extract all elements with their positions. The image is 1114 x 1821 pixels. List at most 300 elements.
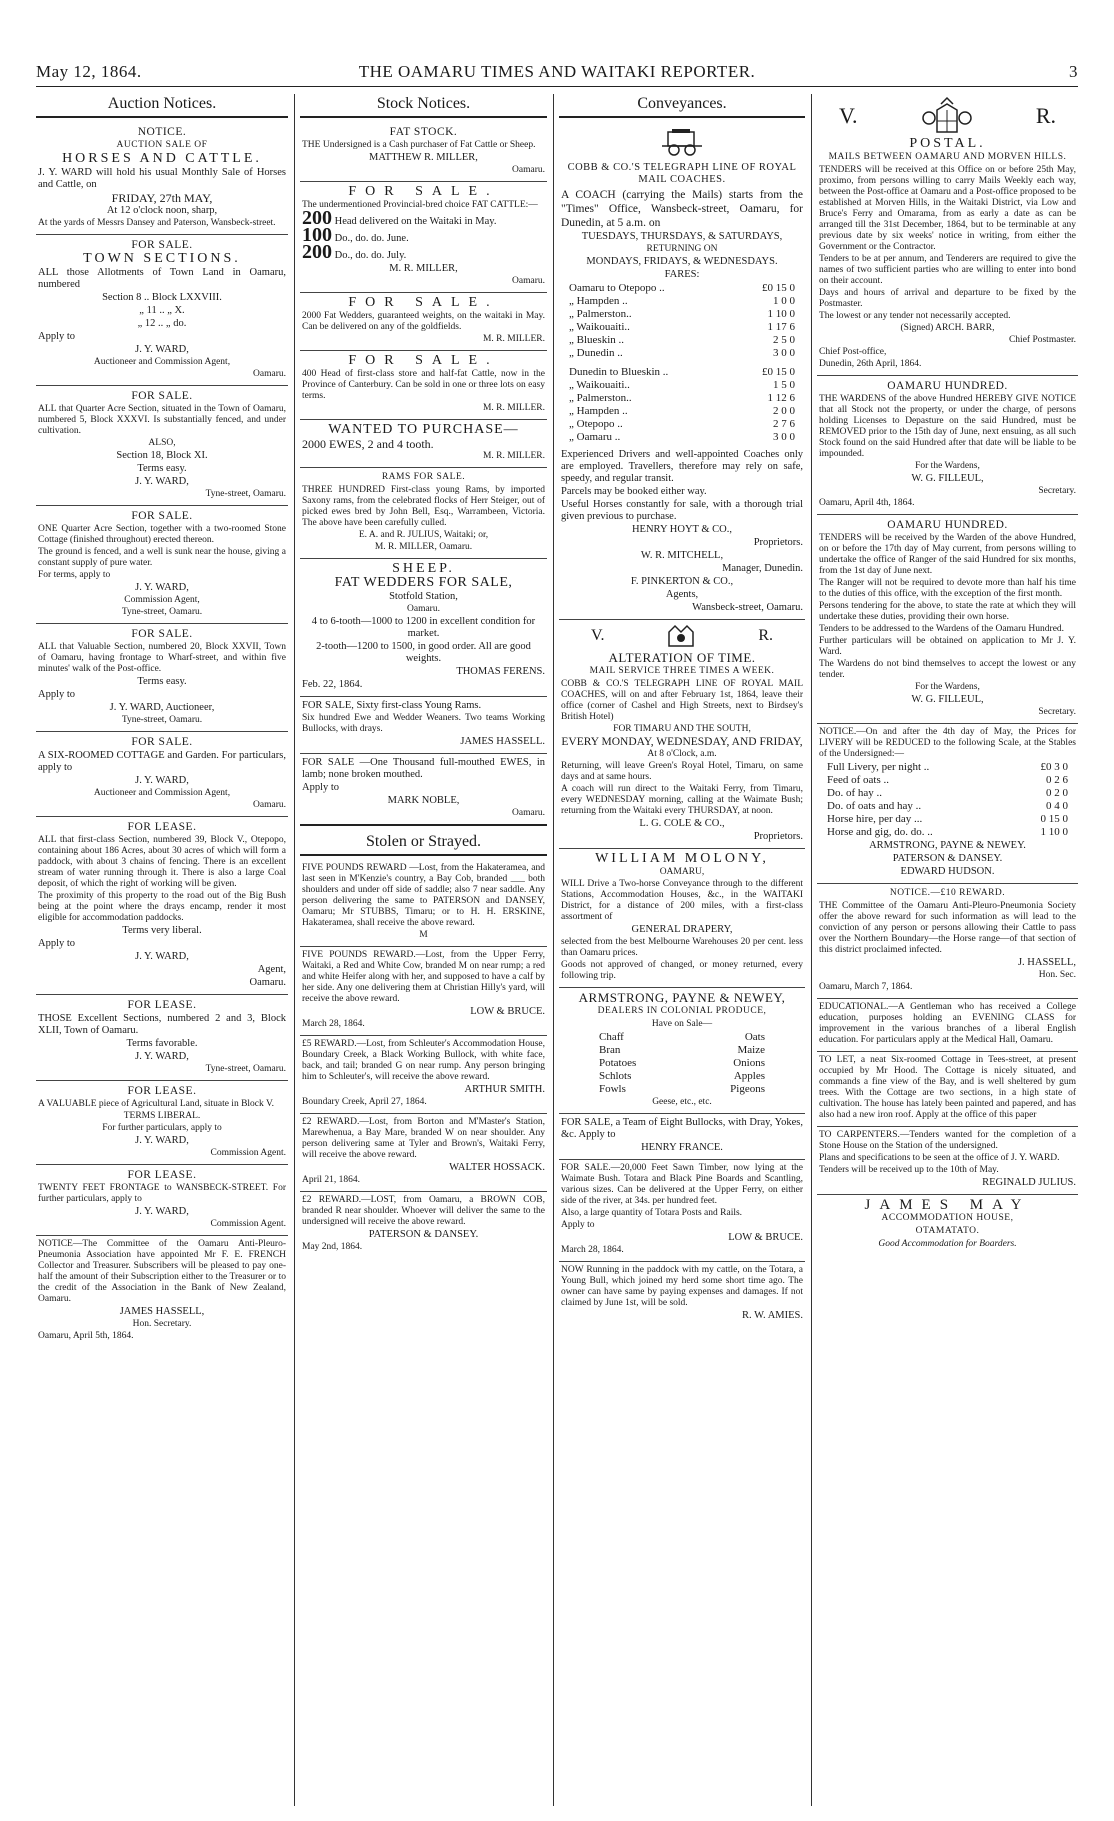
notice-to-let	[817, 1052, 1078, 1127]
fare-row	[561, 366, 803, 379]
ad-body: NOW Running in the paddock with my cattle, on the Totara, a Young Bull, which joined my herd some short time ago. The owner can have same by paying expenses and damages. If not claimed by June 1st, will be sold.	[561, 1265, 803, 1308]
ad-role: Auctioneer and Commission Agent,	[93, 788, 231, 798]
ad-role: Auctioneer and Commission Agent,	[93, 357, 231, 367]
ad-signature: MARK NOBLE,	[387, 795, 460, 806]
ad-title: WANTED TO PURCHASE—	[328, 422, 519, 437]
ad-days: MONDAYS, FRIDAYS, & WEDNESDAYS.	[586, 256, 778, 267]
stray-two-pounds-2	[300, 1192, 547, 1258]
ad-sub: DEALERS IN COLONIAL PRODUCE,	[597, 1006, 767, 1016]
ad-signature: EDWARD HUDSON.	[900, 866, 995, 877]
column-conveyances	[559, 94, 805, 1806]
ad-note: Goods not approved of changed, or money returned, every following trip.	[561, 960, 803, 981]
fare-amount: 1 10 0	[767, 308, 795, 320]
ad-body: TWENTY FEET FRONTAGE to WANSBECK-STREET. For further particulars, apply to	[38, 1183, 286, 1204]
ad-signature: MATTHEW R. MILLER,	[369, 152, 478, 163]
ad-date: March 28, 1864.	[302, 1019, 365, 1029]
ad-body: Days and hours of arrival and departure to be fixed by the Postmaster.	[819, 288, 1076, 309]
ad-number: 100	[302, 224, 332, 246]
stock-rams	[300, 468, 547, 559]
stray-five-pounds-2	[300, 947, 547, 1036]
livery-price: £0 3 0	[1040, 761, 1068, 773]
ad-days: EVERY MONDAY, WEDNESDAY, AND FRIDAY,	[561, 736, 803, 748]
notice-six-roomed-cottage	[36, 732, 288, 817]
crest-letter-v: V.	[839, 103, 858, 128]
ad-label: FOR SALE.	[131, 390, 193, 402]
ad-body: THE Committee of the Oamaru Anti-Pleuro-Pneumonia Society offer the above reward for such information as will lead to the conviction of any person or persons allowing their Cattle to pass over the Northern Boundary—the Horse range—of that section of this district proclaimed infected.	[819, 901, 1076, 955]
ad-signature: LOW & BRUCE.	[470, 1006, 545, 1017]
fare-amount: 1 17 6	[767, 321, 795, 333]
ad-address: Tyne-street, Oamaru.	[205, 489, 286, 499]
ad-signature: J. Y. WARD,	[135, 1206, 189, 1217]
ad-body: A VALUABLE piece of Agricultural Land, situate in Block V.	[38, 1099, 274, 1109]
ad-title: FOR SALE.	[348, 184, 499, 199]
ad-for: For the Wardens,	[915, 461, 980, 471]
ad-label: FOR SALE.	[131, 239, 193, 251]
crest-letter-r: R.	[1035, 103, 1056, 128]
notice-valuable-section	[36, 624, 288, 732]
ad-signature: W. G. FILLEUL,	[911, 694, 984, 705]
ad-date: April 21, 1864.	[302, 1175, 361, 1185]
ad-days: TUESDAYS, THURSDAYS, & SATURDAYS,	[581, 231, 783, 242]
ad-body: Experienced Drivers and well-appointed Coaches only are employed. Travellers, therefore may rely on safe, speedy, and regular transit.	[561, 449, 803, 484]
notice-oamaru-hundred-1	[817, 376, 1078, 515]
ad-address: Wansbeck-street, Oamaru.	[692, 602, 803, 613]
ad-signature: JAMES HASSELL,	[119, 1306, 205, 1317]
ad-title: POSTAL.	[909, 136, 986, 151]
ad-label: FOR LEASE.	[127, 821, 197, 833]
notice-postal	[817, 94, 1078, 376]
ad-terms: Terms easy.	[137, 676, 187, 687]
fare-place: „ Palmerston..	[569, 392, 632, 404]
fare-row	[561, 405, 803, 418]
produce-item: Pigeons	[730, 1083, 765, 1095]
ad-body: ONE Quarter Acre Section, together with a two-roomed Stone Cottage (finished throughout) erected thereon.	[38, 524, 286, 545]
fare-place: „ Hampden ..	[569, 295, 628, 307]
ad-also: ALSO,	[148, 438, 176, 448]
ad-signature: J. Y. WARD, Auctioneer,	[109, 702, 215, 713]
produce-item: Apples	[733, 1070, 765, 1082]
ad-body: 2000 Fat Wedders, guaranteed weights, on the waitaki in May. Can be delivered on any of the goldfields.	[302, 311, 545, 332]
ad-body: Useful Horses constantly for sale, with a thorough trial given previous to purchase.	[561, 499, 803, 522]
ad-body: The undermentioned Provincial-bred choice FAT CATTLE:—	[302, 200, 538, 210]
ad-line-text: Head delivered on the Waitaki in May.	[334, 216, 497, 227]
ad-apply: Apply to	[561, 1220, 595, 1230]
ad-title: TOWN SECTIONS.	[83, 251, 241, 266]
stock-store-cattle	[300, 351, 547, 420]
fares-from-oamaru	[561, 282, 803, 360]
fare-place: „ Hampden ..	[569, 405, 628, 417]
produce-item: Maize	[737, 1044, 765, 1056]
ad-role: Commission Agent.	[210, 1219, 286, 1229]
ad-body: THE WARDENS of the above Hundred HEREBY GIVE NOTICE that all Stock not the property, or under the charge, of persons holding Licenses to Depasture on the said Hundred, must be REMOVED prior to the 15th day of June, next ensuing, as all such Stock found on the said Hundred after that date will be liable to be impounded.	[819, 394, 1076, 459]
column-rule	[553, 94, 554, 1806]
ad-signature: M. R. MILLER,	[389, 263, 458, 274]
ad-body: COBB & CO.'S TELEGRAPH LINE OF ROYAL MAIL COACHES, will on and after February 1st, 1864, leave their office (corner of Cashel and High Streets, next to Birdsey's British Hotel)	[561, 679, 803, 722]
fare-amount: 3 0 0	[773, 347, 795, 359]
ad-label: RAMS FOR SALE.	[381, 472, 466, 482]
ad-body: NOTICE.—On and after the 4th day of May, the Prices for LIVERY will be REDUCED to the following Scale, at the Stables of the Undersigned:—	[819, 727, 1076, 759]
notice-lease-sections	[36, 995, 288, 1081]
ad-body: Persons tendering for the above, to state the rate at which they will undertake these duties, providing their own horse.	[819, 601, 1076, 622]
masthead	[36, 60, 1078, 87]
fare-place: „ Blueskin ..	[569, 334, 624, 346]
ad-title: JAMES MAY	[864, 1197, 1031, 1213]
livery-row	[819, 813, 1076, 826]
ad-body: £2 REWARD.—LOST, from Oamaru, a BROWN COB, branded R near shoulder. Whoever will deliver the same to the undersigned will receive the above reward.	[302, 1195, 545, 1227]
livery-row	[819, 800, 1076, 813]
stray-two-pounds-1	[300, 1114, 547, 1192]
ad-station: Stotfold Station,	[389, 591, 458, 602]
ad-town: Oamaru.	[253, 369, 286, 379]
fare-row	[561, 418, 803, 431]
column-stock-notices	[300, 94, 547, 1806]
ad-body: TO LET, a neat Six-roomed Cottage in Tees-street, at present occupied by Mr Hood. The Cottage is nicely situated, and commands a fine view of the Bay, and is well sheltered by gum trees. With the Cottage are two sections, in a high state of cultivation. The house has lately been painted and papered, and has also had a new iron roof. Apply at the office of this paper	[819, 1055, 1076, 1120]
ad-title: HORSES AND CATTLE.	[62, 151, 262, 166]
royal-coat-of-arms-icon	[919, 96, 975, 136]
ad-body: ALL that Quarter Acre Section, situated in the Town of Oamaru, numbered 5, Block XXXVI. Is substantially fenced, and under cultivation.	[38, 404, 286, 436]
ad-body: Also, a large quantity of Totara Posts and Rails.	[561, 1208, 743, 1218]
ad-signature: J. HASSELL,	[1017, 957, 1076, 968]
produce-row	[591, 1044, 773, 1057]
ad-time: At 8 o'Clock, a.m.	[647, 749, 717, 759]
notice-educational	[817, 999, 1078, 1052]
ad-date: Oamaru, March 7, 1864.	[819, 982, 913, 992]
produce-item: Schlots	[599, 1070, 632, 1082]
ad-body: A SIX-ROOMED COTTAGE and Garden. For particulars, apply to	[38, 750, 286, 773]
notice-to-carpenters	[817, 1127, 1078, 1195]
fare-amount: 2 5 0	[773, 334, 795, 346]
ad-line-text: Do., do. do. July.	[334, 250, 407, 261]
ad-title: ALTERATION OF TIME.	[608, 650, 756, 665]
ad-signature: WALTER HOSSACK.	[449, 1162, 545, 1173]
ad-body: Tenders to be at per annum, and Tenderers are required to give the names of two sufficient parties who are willing to enter into bond on their account.	[819, 254, 1076, 286]
crest-letter-r: R.	[758, 627, 773, 644]
ad-body: TO CARPENTERS.—Tenders wanted for the completion of a Stone House on the Station of the undersigned.	[819, 1130, 1076, 1151]
ad-title: OAMARU HUNDRED.	[887, 519, 1008, 531]
ad-line: „ 12 .. „ do.	[137, 318, 187, 329]
ad-address: Tyne-street, Oamaru.	[121, 715, 203, 725]
ad-signature: HENRY FRANCE.	[641, 1142, 723, 1153]
fare-row	[561, 334, 803, 347]
fare-place: „ Waikouaiti..	[569, 321, 630, 333]
livery-item: Horse hire, per day ...	[827, 813, 923, 825]
ad-apply: Apply to	[38, 689, 76, 700]
coach-icon	[660, 126, 704, 160]
notice-lease-otepopo	[36, 817, 288, 995]
ad-for: For the Wardens,	[915, 682, 980, 692]
fare-amount: 2 7 6	[773, 418, 795, 430]
newspaper-title: THE OAMARU TIMES AND WAITAKI REPORTER.	[358, 62, 756, 81]
ad-label: FAT STOCK.	[389, 126, 458, 138]
ad-body: A COACH (carrying the Mails) starts from the "Times" Office, Wansbeck-street, Oamaru, for Dunedin, at 5 a.m. on	[561, 189, 803, 229]
ad-body: The proximity of this property to the road out of the Big Bush being at the point where the drays encamp, render it most eligible for accommodation paddocks.	[38, 891, 286, 923]
conveyance-bullocks	[559, 1114, 805, 1160]
produce-row	[591, 1070, 773, 1083]
ad-signature: ARMSTRONG, PAYNE & NEWEY.	[869, 840, 1026, 851]
produce-row	[591, 1057, 773, 1070]
conveyance-william-molony	[559, 849, 805, 988]
ad-signature: J. Y. WARD,	[135, 476, 189, 487]
ad-date: May 2nd, 1864.	[302, 1242, 363, 1252]
fare-row	[561, 379, 803, 392]
ad-title: SHEEP.	[392, 561, 455, 576]
ad-terms: TERMS LIBERAL.	[123, 1111, 201, 1121]
ad-body: The Ranger will not be required to devote more than half his time to the duties of this office, with the exception of the first month.	[819, 578, 1076, 599]
ad-signature: ARTHUR SMITH.	[464, 1084, 545, 1095]
ad-title: OAMARU HUNDRED.	[887, 380, 1008, 392]
ad-signature: M. R. MILLER.	[482, 334, 545, 344]
stock-fat-cattle	[300, 182, 547, 293]
ad-town: Oamaru.	[407, 604, 440, 614]
ad-label: NOTICE.	[137, 126, 187, 138]
ad-more: Geese, etc., etc.	[652, 1097, 712, 1107]
ad-apply: Apply to	[38, 938, 76, 949]
ad-body: FOR SALE, a Team of Eight Bullocks, with Dray, Yokes, &c. Apply to	[561, 1117, 803, 1140]
ad-signature: M. R. MILLER.	[482, 403, 545, 413]
ad-role: Secretary.	[1038, 707, 1076, 717]
column-auction-notices	[36, 94, 288, 1806]
fare-place: Dunedin to Blueskin ..	[569, 366, 669, 378]
fare-amount: £0 15 0	[762, 366, 795, 378]
produce-item: Chaff	[599, 1031, 624, 1043]
ad-signature: F. PINKERTON & CO.,	[630, 576, 734, 587]
ad-for: FOR TIMARU AND THE SOUTH,	[613, 724, 751, 734]
livery-price: 1 10 0	[1040, 826, 1068, 838]
fare-amount: 3 0 0	[773, 431, 795, 443]
conveyance-alteration-of-time	[559, 620, 805, 849]
fare-amount: 1 5 0	[773, 379, 795, 391]
livery-item: Do. of oats and hay ..	[827, 800, 922, 812]
fare-place: Oamaru to Otepopo ..	[569, 282, 665, 294]
ad-signature: J. Y. WARD,	[135, 582, 189, 593]
ad-signature: J. Y. WARD,	[135, 951, 189, 962]
stock-sheep	[300, 559, 547, 697]
ad-title: COBB & CO.'S TELEGRAPH LINE OF ROYAL MAIL COACHES.	[567, 162, 797, 185]
livery-item: Full Livery, per night ..	[827, 761, 930, 773]
ad-day: FRIDAY, 27th MAY,	[111, 191, 213, 205]
ad-line: „ 11 .. „ X.	[139, 305, 185, 316]
ad-title: WILLIAM MOLONY,	[595, 851, 769, 866]
livery-item: Feed of oats ..	[827, 774, 890, 786]
produce-item: Bran	[599, 1044, 621, 1056]
ad-town: Oamaru.	[249, 977, 286, 988]
ad-body: ALL that Valuable Section, numbered 20, Block XXVII, Town of Oamaru, having frontage to Wharf-street, and within five minutes' walk of the Post-office.	[38, 642, 286, 674]
fare-row	[561, 431, 803, 444]
ad-section: Section 18, Block XI.	[116, 450, 208, 461]
column-rule	[294, 94, 295, 1806]
ad-date: Dunedin, 26th April, 1864.	[819, 359, 922, 369]
ad-body: Parcels may be booked either way.	[561, 486, 707, 497]
ad-body: J. Y. WARD will hold his usual Monthly Sale of Horses and Cattle, on	[38, 167, 286, 190]
livery-price: 0 2 6	[1046, 774, 1068, 786]
ad-place: OTAMATATO.	[915, 1226, 980, 1236]
ad-body: Further particulars will be obtained on application to Mr J. Y. Ward.	[819, 636, 1076, 657]
fare-amount: 2 0 0	[773, 405, 795, 417]
section-heading: Conveyances.	[559, 94, 805, 118]
ad-signature: REGINALD JULIUS.	[982, 1177, 1076, 1188]
ad-role: Hon. Secretary.	[132, 1319, 192, 1329]
ad-town: Oamaru.	[512, 276, 545, 286]
stock-fat-wedders	[300, 293, 547, 351]
ad-signature: (Signed) ARCH. BARR,	[900, 323, 995, 333]
ad-title: FOR SALE.	[348, 353, 499, 368]
ad-title: FOR SALE.	[348, 295, 499, 310]
ad-body: ALL those Allotments of Town Land in Oamaru, numbered	[38, 267, 286, 290]
ad-line: Section 8 .. Block LXXVIII.	[102, 292, 222, 303]
ad-body: WILL Drive a Two-horse Conveyance through to the different Stations, Accommodation Houses, &c., in the WAITAKI District, for a distance of 200 miles, with a first-class assortment of	[561, 879, 803, 922]
ad-line-text: Do., do. do. June.	[334, 233, 409, 244]
ad-role: Secretary.	[1038, 486, 1076, 496]
conveyance-sawn-timber	[559, 1160, 805, 1262]
conveyance-cobb-coaches	[559, 122, 805, 620]
livery-row	[819, 774, 1076, 787]
ad-body: EDUCATIONAL.—A Gentleman who has received a College education, purposes holding an EVENING CLASS for improvement in the various branches of a liberal English education. For particulars apply at the Medical Hall, Oamaru.	[819, 1002, 1076, 1045]
livery-price-list	[819, 761, 1076, 839]
ad-signature: W. G. FILLEUL,	[911, 473, 984, 484]
ad-title: ARMSTRONG, PAYNE & NEWEY,	[578, 990, 786, 1005]
conveyance-armstrong-payne-newey	[559, 988, 805, 1114]
section-heading: Auction Notices.	[36, 94, 288, 118]
ad-body: 2000 EWES, 2 and 4 tooth.	[302, 437, 434, 451]
ad-headline: FAT WEDDERS FOR SALE,	[334, 575, 513, 590]
crest-letter-v: V.	[591, 627, 605, 644]
ad-body: THE Undersigned is a Cash purchaser of Fat Cattle or Sheep.	[302, 140, 536, 150]
ad-time: At 12 o'clock noon, sharp,	[106, 205, 218, 216]
ad-office: Chief Post-office,	[819, 347, 887, 357]
ad-signature: J. Y. WARD,	[135, 1051, 189, 1062]
produce-item: Onions	[733, 1057, 765, 1069]
ad-town: Oamaru.	[512, 165, 545, 175]
royal-crest-row	[819, 96, 1076, 136]
ad-signature: L. G. COLE & CO.,	[639, 818, 725, 829]
ad-address: Tyne-street, Oamaru.	[121, 607, 203, 617]
livery-price: 0 4 0	[1046, 800, 1068, 812]
ad-body: Six hundred Ewe and Wedder Weaners. Two teams Working Bullocks, with drays.	[302, 713, 545, 734]
notice-oamaru-hundred-2	[817, 515, 1078, 724]
ad-date: Feb. 22, 1864.	[302, 679, 363, 690]
ad-address: Tyne-street, Oamaru.	[205, 1064, 286, 1074]
column-notices	[817, 94, 1078, 1806]
livery-row	[819, 787, 1076, 800]
ad-body: The ground is fenced, and a well is sunk near the house, giving a constant supply of pure water.	[38, 547, 286, 568]
ad-have: Have on Sale—	[651, 1019, 713, 1029]
fare-place: „ Otepopo ..	[569, 418, 623, 430]
stray-five-pounds-1	[300, 860, 547, 947]
ad-role: Agent,	[257, 964, 286, 975]
fare-amount: 1 0 0	[773, 295, 795, 307]
notice-agricultural-land	[36, 1081, 288, 1165]
ad-role: Proprietors.	[753, 537, 803, 548]
ad-number: 200	[302, 241, 332, 263]
ad-date: Oamaru, April 5th, 1864.	[38, 1331, 134, 1341]
ad-body: Plans and specifications to be seen at the office of J. Y. WARD.	[819, 1153, 1060, 1163]
ad-body: Tenders to be addressed to the Wardens of the Oamaru Hundred.	[819, 624, 1065, 634]
ad-signature: PATERSON & DANSEY.	[368, 1229, 479, 1240]
brand-mark: M	[419, 930, 428, 940]
ad-body: NOTICE—The Committee of the Oamaru Anti-Pleuro-Pneumonia Association have appointed Mr F. E. FRENCH Collector and Treasurer. Subscribers will be pleased to pay one-half the amount of their Subscription either to the Treasurer or to the credit of the Association in the Bank of New Zealand, Oamaru.	[38, 1239, 286, 1304]
notice-james-may	[817, 1195, 1078, 1255]
produce-item: Potatoes	[599, 1057, 637, 1069]
royal-crest-icon	[663, 622, 699, 650]
issue-date: May 12, 1864.	[36, 62, 142, 81]
fare-amount: £0 15 0	[762, 282, 795, 294]
ad-town: Oamaru.	[512, 808, 545, 818]
ad-terms: Terms easy.	[137, 463, 187, 474]
ad-line	[302, 224, 545, 246]
ad-label: FOR LEASE.	[127, 1085, 197, 1097]
ad-role: Hon. Sec.	[1038, 970, 1076, 980]
ad-sub: AUCTION SALE OF	[116, 140, 208, 150]
ad-body: selected from the best Melbourne Warehouses 20 per cent. less than Oamaru prices.	[561, 937, 803, 958]
ad-sub: ACCOMMODATION HOUSE,	[881, 1213, 1014, 1223]
ad-signature: JAMES HASSELL.	[460, 736, 545, 747]
ad-note: Good Accommodation for Boarders.	[878, 1239, 1017, 1249]
fare-row	[561, 392, 803, 405]
ad-body: £2 REWARD.—Lost, from Borton and M'Master's Station, Marewhenua, a Bay Mare, branded W on near shoulder. Any person delivering same at Tyler and Brown's, Waitaki Ferry, will receive the above reward.	[302, 1117, 545, 1160]
ad-role: Proprietors.	[753, 831, 803, 842]
notice-ten-pound-reward	[817, 884, 1078, 999]
ad-general-drapery: GENERAL DRAPERY,	[631, 924, 733, 935]
livery-price: 0 2 0	[1046, 787, 1068, 799]
fares-from-dunedin	[561, 366, 803, 444]
ad-body: FOR SALE, Sixty first-class Young Rams.	[302, 700, 482, 711]
fare-place: „ Waikouaiti..	[569, 379, 630, 391]
ad-line	[302, 241, 545, 263]
stock-fat-stock	[300, 122, 547, 182]
stock-ewes	[300, 754, 547, 826]
ad-role: Chief Postmaster.	[1008, 335, 1076, 345]
ad-part: For further particulars, apply to	[102, 1123, 222, 1133]
ad-signature: LOW & BRUCE.	[728, 1232, 803, 1243]
ad-line: 4 to 6-tooth—1000 to 1200 in excellent condition for market.	[311, 616, 536, 639]
ad-date: Boundary Creek, April 27, 1864.	[302, 1097, 427, 1107]
ad-sub: MAIL SERVICE THREE TIMES A WEEK.	[589, 666, 775, 676]
ad-body: The Wardens do not bind themselves to accept the lowest or any tender.	[819, 659, 1076, 680]
royal-crest-row	[561, 622, 803, 650]
ad-signature: J. Y. WARD,	[135, 775, 189, 786]
produce-item: Oats	[744, 1031, 765, 1043]
ad-body: FIVE POUNDS REWARD —Lost, from the Hakateramea, and last seen in M'Kenzie's country, a Bay Cob, branded ___ both shoulders and under off side of saddle; also 7 near saddle. Any person delivering the same to PATERSON and DANSEY, Oamaru; Mr STUBBS, Timaru; or to H. H. ERSKINE, Hakateramea, shall receive the above reward.	[302, 863, 545, 928]
notice-livery	[817, 724, 1078, 884]
ad-line	[302, 207, 545, 229]
ad-signature: M. R. MILLER, Oamaru.	[374, 542, 473, 552]
livery-price: 0 15 0	[1040, 813, 1068, 825]
fare-place: „ Palmerston..	[569, 308, 632, 320]
ad-signature: M. R. MILLER.	[482, 451, 545, 461]
stray-five-pounds-3	[300, 1036, 547, 1114]
ad-signature: E. A. and R. JULIUS, Waitaki; or,	[358, 530, 489, 540]
ad-place: At the yards of Messrs Dansey and Paterson, Wansbeck-street.	[38, 218, 276, 228]
ad-signature: THOMAS FERENS.	[456, 666, 545, 677]
livery-row	[819, 826, 1076, 839]
ad-signature: J. Y. WARD,	[135, 344, 189, 355]
produce-list	[561, 1031, 803, 1096]
ad-sub: MAILS BETWEEN OAMARU AND MORVEN HILLS.	[828, 152, 1067, 162]
page-number: 3	[1069, 62, 1078, 81]
ad-label: FOR LEASE.	[127, 1169, 197, 1181]
ad-body: The lowest or any tender not necessarily accepted.	[819, 311, 1011, 321]
ad-label: FOR SALE.	[131, 510, 193, 522]
ad-body: £5 REWARD.—Lost, from Schleuter's Accommodation House, Boundary Creek, a Black Working Bullock, with white face, back, and tail; branded G on near rump. Any person bringing him to Schleuter's, will receive the above reward.	[302, 1039, 545, 1082]
livery-row	[819, 761, 1076, 774]
stock-young-rams	[300, 697, 547, 754]
ad-body: A coach will run direct to the Waitaki Ferry, from Timaru, every WEDNESDAY morning, calling at the Waimate Bush; returning from the Waitaki every THURSDAY, at noon.	[561, 784, 803, 816]
produce-row	[591, 1083, 773, 1096]
ad-role: Commission Agent.	[210, 1148, 286, 1158]
ad-body: THREE HUNDRED First-class young Rams, by imported Saxony rams, from the celebrated flocks of Herr Steiger, out of picked ewes bred by John Bell, Esq., Warrambeen, Victoria. The above have been carefully culled.	[302, 485, 545, 528]
ad-number: 200	[302, 207, 332, 229]
section-heading: Stock Notices.	[300, 94, 547, 118]
